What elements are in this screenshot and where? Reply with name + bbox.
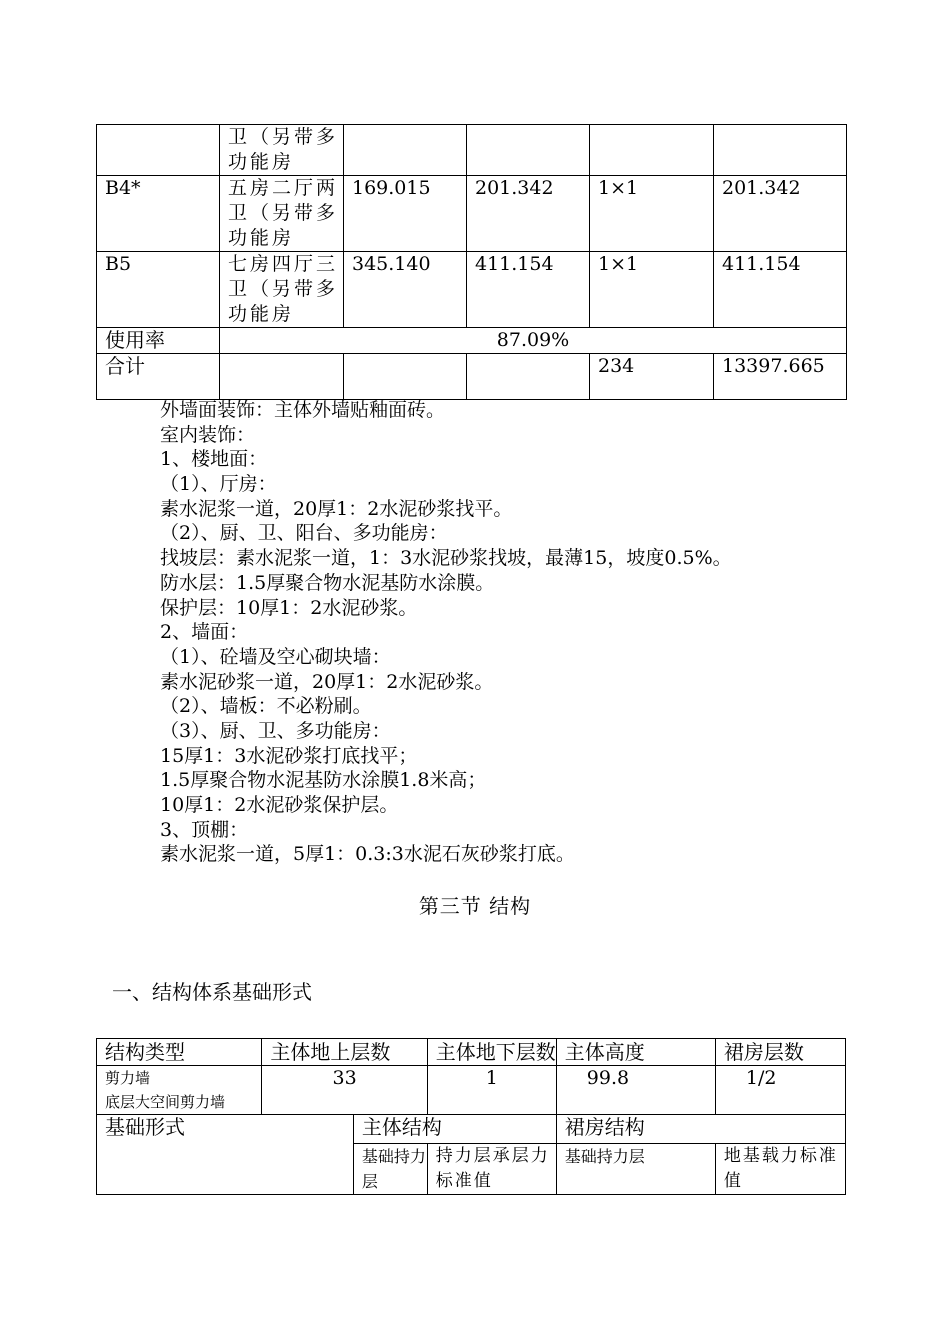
unit-type (220, 125, 344, 176)
cell: 345.140 (344, 252, 467, 328)
cell: 201.342 (467, 176, 590, 252)
header-floors-above: 主体地上层数 (262, 1039, 427, 1066)
height-value: 99.8 (556, 1066, 715, 1115)
text-line: 外墙面装饰：主体外墙贴釉面砖。 (160, 399, 446, 421)
podium-bearing-capacity: 地基载力标准值 (715, 1144, 845, 1195)
unit-type-line: 卫（另带多 (228, 126, 339, 148)
text-line: 1、楼地面： (160, 448, 268, 471)
cell (220, 354, 344, 400)
header-podium-floors: 裙房层数 (715, 1039, 845, 1066)
header-floors-below: 主体地下层数 (427, 1039, 556, 1066)
unit-code: B4* (97, 176, 220, 252)
unit-type-line: 卫（另带多 (228, 278, 339, 300)
main-structure-label: 主体结构 (353, 1115, 556, 1144)
cell: 201.342 (714, 176, 847, 252)
usage-value: 87.09% (220, 328, 847, 354)
cell (467, 354, 590, 400)
total-count: 234 (590, 354, 714, 400)
table-row (97, 176, 847, 252)
unit-code: B5 (97, 252, 220, 328)
floors-below-value: 1 (427, 1066, 556, 1115)
text-line: 2、墙面： (160, 621, 249, 644)
cell (344, 125, 467, 176)
text-line: （1）、砼墙及空心砌块墙： (160, 645, 391, 668)
total-label: 合计 (97, 354, 220, 400)
text-line: （2）、厨、卫、阳台、多功能房： (160, 522, 448, 545)
unit-type-line: 七房四厅三 (228, 253, 339, 275)
text-line: 室内装饰： (160, 423, 256, 446)
text-line: 3、顶棚： (160, 818, 249, 841)
unit-type-line: 功能房 (228, 227, 295, 249)
text-line: 素水泥砂浆一道，20厚1：2水泥砂浆。 (160, 670, 494, 693)
unit-type-line: 功能房 (228, 151, 295, 173)
text-line: 保护层：10厚1：2水泥砂浆。 (160, 596, 418, 619)
unit-type-line: 卫（另带多 (228, 202, 339, 224)
podium-structure-label: 裙房结构 (556, 1115, 845, 1144)
table-row (97, 1066, 846, 1115)
structure-type-line: 剪力墙 (105, 1069, 151, 1087)
structure-table (96, 1038, 846, 1195)
text-line: 素水泥浆一道，5厚1：0.3:3水泥石灰砂浆打底。 (160, 843, 575, 866)
unit-code (97, 125, 220, 176)
cell (590, 125, 714, 176)
unit-type-line: 功能房 (228, 303, 295, 325)
table-row (97, 125, 847, 176)
usage-label: 使用率 (97, 328, 220, 354)
podium-floors-value: 1/2 (715, 1066, 845, 1115)
total-row (97, 354, 847, 400)
structure-type (97, 1066, 262, 1115)
unit-type (220, 252, 344, 328)
total-area: 13397.665 (714, 354, 847, 400)
table-header-row (97, 1039, 846, 1066)
table-row (97, 252, 847, 328)
table-row (97, 1115, 846, 1144)
text-line: 15厚1：3水泥砂浆打底找平； (160, 744, 418, 767)
cell: 411.154 (714, 252, 847, 328)
cell: 1×1 (590, 176, 714, 252)
text-line: 10厚1：2水泥砂浆保护层。 (160, 794, 399, 816)
text-line: 找坡层：素水泥浆一道，1：3水泥砂浆找坡，最薄15，坡度0.5%。 (160, 547, 732, 570)
cell (467, 125, 590, 176)
main-bearing-layer: 基础持力层 (353, 1144, 427, 1195)
podium-bearing-layer: 基础持力层 (556, 1144, 715, 1195)
unit-area-table (96, 124, 847, 400)
text-line: 素水泥浆一道，20厚1：2水泥砂浆找平。 (160, 497, 513, 520)
text-line: （2）、墙板：不必粉刷。 (160, 695, 372, 718)
cell: 411.154 (467, 252, 590, 328)
floors-above-value: 33 (262, 1066, 427, 1115)
header-structure-type: 结构类型 (97, 1039, 262, 1066)
text-line: 1.5厚聚合物水泥基防水涂膜1.8米高； (160, 769, 487, 792)
cell: 1×1 (590, 252, 714, 328)
section-title: 第三节 结构 (418, 894, 532, 918)
cell: 169.015 (344, 176, 467, 252)
unit-type (220, 176, 344, 252)
section-subtitle: 一、结构体系基础形式 (112, 980, 312, 1004)
text-line: 防水层：1.5厚聚合物水泥基防水涂膜。 (160, 571, 495, 594)
cell (344, 354, 467, 400)
cell (714, 125, 847, 176)
main-bearing-capacity: 持力层承层力标准值 (427, 1144, 556, 1195)
unit-type-line: 五房二厅两 (228, 177, 339, 199)
foundation-label: 基础形式 (97, 1115, 354, 1195)
header-height: 主体高度 (556, 1039, 715, 1066)
usage-row (97, 328, 847, 354)
text-line: （3）、厨、卫、多功能房： (160, 719, 391, 742)
decoration-text (160, 398, 732, 867)
structure-type-line: 底层大空间剪力墙 (105, 1093, 226, 1111)
text-line: （1）、厅房： (160, 473, 277, 496)
